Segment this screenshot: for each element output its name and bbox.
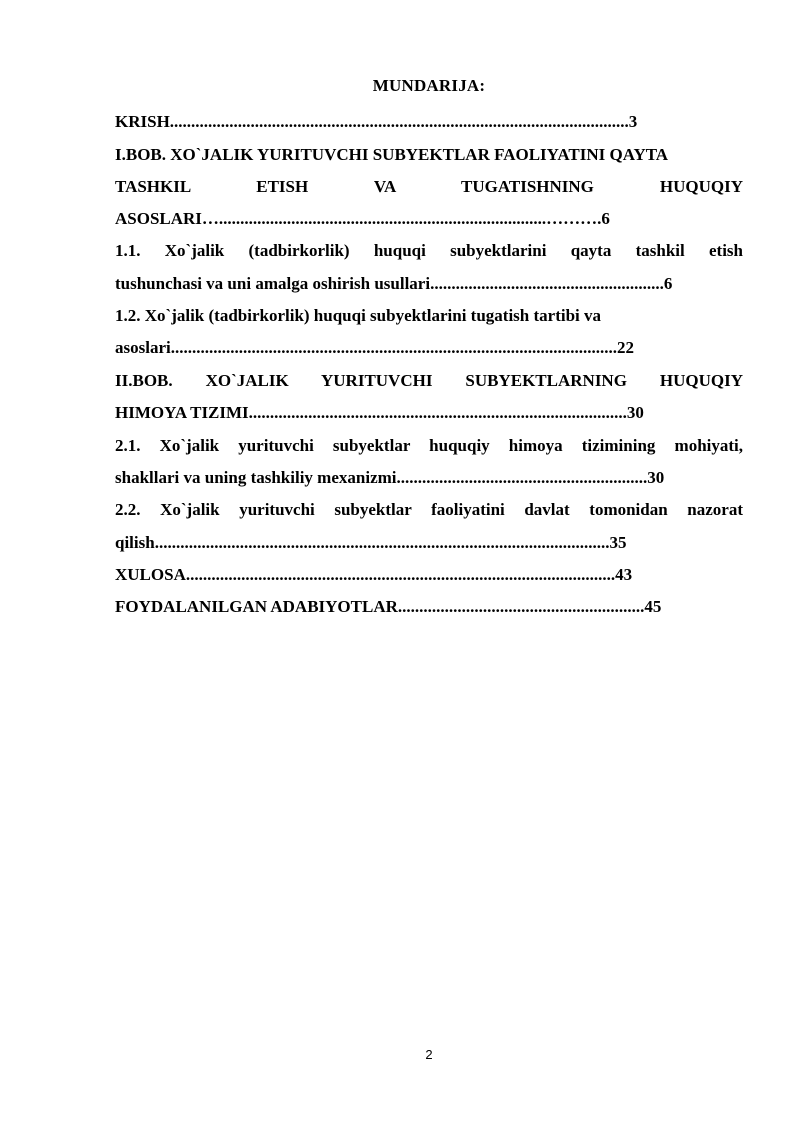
toc-entry-krish: KRISH............................................................................................................3 [115,112,638,131]
toc-entry-chapter-1-line-3: ASOSLARI….............................................................................……….6 [115,209,610,228]
toc-entry-chapter-1-line-1: I.BOB. XO`JALIK YURITUVCHI SUBYEKTLAR FAOLIYATINI QAYTA [115,145,669,164]
toc-entry-2-1-line-1: 2.1. Xo`jalik yurituvchi subyektlar huquqiy himoya tizimining mohiyati, [115,436,743,455]
toc-entry-chapter-1-line-2: TASHKIL ETISH VA TUGATISHNING HUQUQIY [115,177,743,196]
toc-entry-xulosa: XULOSA.....................................................................................................43 [115,565,633,584]
toc-entry-2-1-line-2: shakllari va uning tashkiliy mexanizmi...........................................................30 [115,468,665,487]
toc-entry-1-1-line-1: 1.1. Xo`jalik (tadbirkorlik) huquqi subyektlarini qayta tashkil etish [115,241,743,260]
toc-entry-2-2-line-2: qilish...........................................................................................................35 [115,533,627,552]
page-number: 2 [425,1047,433,1062]
toc-entry-1-2-line-1: 1.2. Xo`jalik (tadbirkorlik) huquqi subyektlarini tugatish tartibi va [115,306,602,325]
toc-entry-1-1-line-2: tushunchasi va uni amalga oshirish usullari.......................................................6 [115,274,673,293]
toc-title: MUNDARIJA: [372,76,486,95]
toc-entry-adabiyotlar: FOYDALANILGAN ADABIYOTLAR..........................................................45 [115,597,662,616]
toc-entry-1-2-line-2: asoslari.........................................................................................................22 [115,338,634,357]
toc-entry-2-2-line-1: 2.2. Xo`jalik yurituvchi subyektlar faoliyatini davlat tomonidan nazorat [115,500,743,519]
toc-entry-chapter-2-line-1: II.BOB. XO`JALIK YURITUVCHI SUBYEKTLARNING HUQUQIY [115,371,743,390]
toc-entry-chapter-2-line-2: HIMOYA TIZIMI.........................................................................................30 [115,403,644,422]
